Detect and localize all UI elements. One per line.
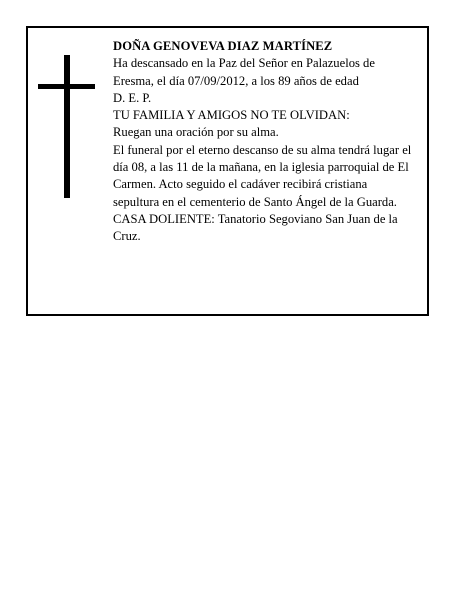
cross-horizontal-bar: [38, 84, 95, 89]
death-info: Ha descansado en la Paz del Señor en Palazuelos de Eresma, el día 07/09/2012, a los 89 años de edad: [113, 56, 375, 88]
funeral-info: El funeral por el eterno descanso de su alma tendrá lugar el día 08, a las 11 de la mañana, en la iglesia parroquial de El Carmen. Acto seguido el cadáver recibirá cristiana sepultura en el cementerio de Santo Ángel de la Guarda.: [113, 142, 412, 209]
cross-vertical-bar: [64, 55, 70, 198]
rest-in-peace: D. E. P.: [113, 90, 152, 105]
notice-text-block: [113, 38, 416, 246]
deceased-name: DOÑA GENOVEVA DIAZ MARTÍNEZ: [113, 39, 333, 53]
family-heading: TU FAMILIA Y AMIGOS NO TE OLVIDAN:: [113, 108, 350, 123]
mourning-house: CASA DOLIENTE: Tanatorio Segoviano San Juan de la Cruz.: [113, 211, 398, 244]
prayer-request: Ruegan una oración por su alma.: [113, 125, 279, 140]
